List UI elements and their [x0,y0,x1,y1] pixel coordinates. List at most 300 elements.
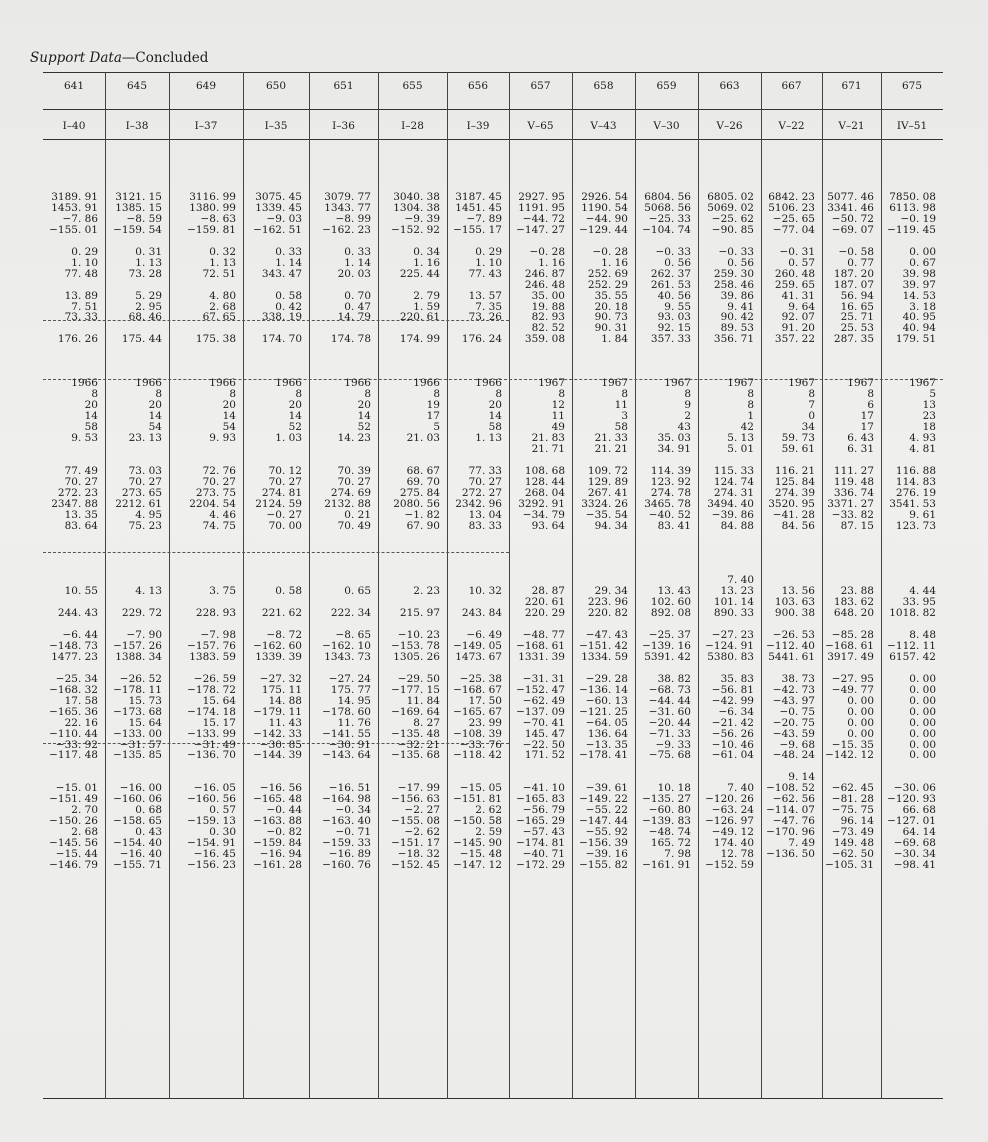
data-cell: 8 [364,388,371,401]
data-cell: 96. 14 [840,815,874,828]
data-cell: −48. 24 [772,749,815,762]
data-cell: −162. 10 [322,639,371,652]
data-cell: 13. 04 [468,508,502,521]
data-cell: 136. 64 [587,727,628,740]
data-cell: 258. 46 [713,278,754,291]
caption-title: Support Data [30,50,122,66]
data-cell: 12. 78 [720,848,754,860]
data-cell: 0. 00 [909,727,936,740]
data-cell: 9. 55 [664,300,691,313]
data-cell: −126. 97 [705,815,754,828]
data-cell: 0. 58 [275,289,302,302]
data-cell: 179. 51 [895,333,936,346]
data-cell: 10. 18 [657,782,691,795]
data-cell: 5. 13 [727,431,754,444]
data-cell: 274. 31 [713,486,754,499]
data-cell: −21. 42 [711,716,754,729]
data-cell: −20. 75 [772,716,815,729]
data-cell: 72. 76 [202,464,236,477]
data-cell: −31. 57 [119,738,162,751]
data-cell: 123. 73 [895,519,936,532]
data-cell: 4. 46 [209,508,236,521]
data-cell: 1. 84 [601,333,628,346]
data-cell: −145. 56 [49,837,98,850]
data-cell: 17 [426,410,440,422]
data-cell: 273. 75 [195,486,236,499]
data-cell: −34. 79 [522,508,565,521]
data-cell: 20 [357,399,371,412]
data-cell: −127. 01 [887,815,936,828]
data-cell: −135. 68 [391,749,440,762]
data-cell: 3121. 15 [115,191,162,203]
data-cell: 244. 43 [57,607,98,620]
data-cell: 73. 03 [128,464,162,477]
data-cell: 0. 34 [413,245,440,258]
data-cell: 1334. 59 [581,650,628,663]
data-cell: 94. 34 [594,519,628,532]
data-cell: 70. 00 [268,519,302,532]
data-cell: 20 [84,399,98,412]
data-cell: 1453. 91 [51,201,98,214]
data-cell: 38. 73 [781,672,815,685]
data-cell: 83. 41 [657,519,691,532]
data-cell: 259. 65 [774,278,815,291]
data-cell: −41. 10 [522,782,565,795]
column-subid: I–36 [332,120,355,132]
data-cell: −73. 49 [831,826,874,839]
data-cell: −2. 62 [404,826,440,839]
data-cell: −0. 33 [655,245,691,258]
data-cell: 9. 41 [727,300,754,313]
data-cell: −165. 29 [516,815,565,828]
data-cell: 59. 61 [781,442,815,455]
data-cell: −145. 90 [453,837,502,850]
data-cell: 14. 53 [902,289,936,302]
data-cell: 275. 84 [399,486,440,499]
column-subid: V–65 [527,120,554,132]
data-cell: 1. 59 [413,300,440,313]
data-cell: 1966 [413,377,440,390]
column-id: 671 [841,80,862,92]
data-cell: 900. 38 [774,607,815,620]
data-cell: −156. 39 [579,837,628,850]
data-cell: −39. 16 [585,848,628,860]
data-cell: −159. 13 [187,815,236,828]
data-cell: 115. 33 [713,464,754,477]
data-cell: 7 [808,399,815,412]
data-cell: 220. 61 [524,596,565,609]
data-cell: −8. 59 [126,212,162,225]
data-column [635,72,698,1099]
data-cell: 70. 39 [337,464,371,477]
data-cell: −71. 33 [648,727,691,740]
data-cell: −30. 06 [893,782,936,795]
data-cell: 246. 48 [524,278,565,291]
data-cell: 1343. 73 [324,650,371,663]
data-cell: −121. 25 [579,705,628,718]
data-cell: −159. 84 [253,837,302,850]
data-cell: −16. 51 [328,782,371,795]
data-cell: 75. 23 [128,519,162,532]
data-cell: 70. 27 [128,475,162,488]
data-cell: −137. 09 [516,705,565,718]
data-cell: −9. 39 [404,212,440,225]
data-cell: −27. 24 [328,672,371,685]
data-cell: −81. 28 [831,793,874,806]
data-cell: 1967 [788,377,815,390]
data-cell: 14. 88 [268,694,302,707]
data-cell: −149. 22 [579,793,628,806]
data-cell: −168. 61 [825,639,874,652]
data-cell: 0. 67 [909,256,936,269]
data-cell: 1 [747,410,754,422]
data-cell: −174. 18 [187,705,236,718]
data-column [169,72,243,1099]
data-cell: 1339. 39 [255,650,302,663]
data-cell: 19. 88 [531,300,565,313]
data-cell: 15. 17 [202,716,236,729]
column-id: 657 [530,80,551,92]
data-cell: −56. 26 [711,727,754,740]
data-cell: −15. 01 [55,782,98,795]
data-cell: −112. 40 [766,639,815,652]
data-cell: −112. 11 [887,639,936,652]
data-cell: 3187. 45 [455,191,502,203]
data-cell: 2 [684,410,691,422]
data-cell: −27. 32 [259,672,302,685]
data-cell: 21. 71 [531,442,565,455]
data-cell: 8. 48 [909,629,936,641]
data-cell: 13. 43 [657,585,691,598]
data-cell: 229. 72 [121,607,162,620]
data-cell: 2926. 54 [581,191,628,203]
column-subid: V–21 [838,120,865,132]
data-cell: 8 [621,388,628,401]
data-cell: 5. 01 [727,442,754,455]
data-cell: 0. 29 [475,245,502,258]
data-cell: −55. 92 [585,826,628,839]
data-cell: −153. 78 [391,639,440,652]
data-cell: 0. 31 [135,245,162,258]
data-cell: 28. 87 [531,585,565,598]
data-cell: 174. 40 [713,837,754,850]
column-subid: I–39 [466,120,490,132]
data-cell: −133. 99 [187,727,236,740]
data-cell: 39. 97 [902,278,936,291]
data-cell: −155. 17 [453,223,502,236]
data-cell: 2080. 56 [393,497,440,510]
data-cell: −16. 00 [119,782,162,795]
column-subid: V–43 [590,120,617,132]
data-cell: −0. 31 [779,245,815,258]
data-cell: 8 [808,388,815,401]
data-cell: 0. 00 [909,749,936,762]
data-cell: −32. 21 [397,738,440,751]
data-cell: 8 [295,388,302,401]
data-column [761,72,822,1099]
data-cell: 1967 [847,377,874,390]
data-cell: −30. 34 [893,848,936,860]
column-id: 675 [901,80,923,92]
data-cell: −39. 61 [585,782,628,795]
data-cell: 8 [747,399,754,412]
data-cell: 2342. 96 [455,497,502,510]
data-cell: −62. 45 [831,782,874,795]
data-cell: 1966 [209,377,236,390]
data-column [309,72,378,1099]
data-cell: 9. 14 [788,771,815,784]
data-cell: 14 [488,410,502,422]
data-cell: 1385. 15 [115,201,162,214]
data-cell: −178. 41 [579,749,628,762]
data-cell: −44. 44 [648,694,691,707]
data-cell: 246. 87 [524,267,565,280]
data-cell: 7. 49 [788,837,815,850]
data-cell: 2. 68 [71,826,98,839]
data-cell: −43. 59 [772,727,815,740]
data-cell: 59. 73 [781,431,815,444]
data-cell: 17. 50 [468,694,502,707]
data-cell: 220. 29 [524,607,565,620]
data-column [378,72,447,1099]
data-cell: −139. 16 [642,639,691,652]
data-column [447,72,509,1099]
data-cell: 3494. 40 [707,497,754,510]
data-cell: 6 [867,399,874,412]
data-column [105,72,169,1099]
data-cell: −157. 76 [187,639,236,652]
data-cell: 2. 79 [413,289,440,302]
data-cell: 25. 53 [840,322,874,335]
data-cell: −146. 79 [49,858,98,871]
data-cell: −174. 81 [516,837,565,850]
data-cell: 252. 69 [587,267,628,280]
column-subid: V–26 [716,120,743,132]
data-column [509,72,572,1099]
data-cell: 20. 03 [337,267,371,280]
data-cell: −7. 90 [126,629,162,641]
data-cell: 109. 72 [587,464,628,477]
data-cell: 119. 48 [833,475,874,488]
data-cell: 11. 43 [268,716,302,729]
data-cell: 272. 23 [57,486,98,499]
data-cell: 73. 26 [468,311,502,324]
data-cell: 5069. 02 [707,201,754,214]
data-cell: 49 [551,420,565,433]
data-cell: 16. 65 [840,300,874,313]
data-cell: −159. 81 [187,223,236,236]
data-cell: 225. 44 [399,267,440,280]
data-cell: −8. 63 [200,212,236,225]
data-cell: 22. 16 [64,716,98,729]
data-cell: −104. 74 [642,223,691,236]
data-cell: −33. 76 [459,738,502,751]
data-cell: 0. 29 [71,245,98,258]
data-cell: 3189. 91 [51,191,98,203]
data-cell: 54 [148,420,162,433]
data-cell: 128. 44 [524,475,565,488]
data-cell: 1. 13 [475,431,502,444]
data-cell: 5441. 61 [768,650,815,663]
data-cell: 2927. 95 [518,191,565,203]
data-cell: 13. 89 [64,289,98,302]
data-cell: −8. 99 [335,212,371,225]
data-cell: 40. 95 [902,311,936,324]
data-cell: 34. 91 [657,442,691,455]
data-cell: 23. 13 [128,431,162,444]
data-cell: −48. 74 [648,826,691,839]
data-cell: 2347. 88 [51,497,98,510]
data-cell: 7. 35 [475,300,502,313]
data-cell: 1331. 39 [518,650,565,663]
data-cell: 1339. 45 [255,201,302,214]
data-cell: −26. 52 [119,672,162,685]
data-cell: 3520. 95 [768,497,815,510]
data-cell: 77. 49 [64,464,98,477]
data-cell: −118. 42 [453,749,502,762]
data-cell: 2. 59 [475,826,502,839]
data-cell: −63. 24 [711,804,754,817]
data-cell: −165. 48 [253,793,302,806]
data-cell: 4. 95 [135,508,162,521]
data-cell: 3292. 91 [518,497,565,510]
data-column [43,72,105,1099]
data-cell: 215. 97 [399,607,440,620]
data-cell: 12 [551,399,565,412]
data-cell: −152. 59 [705,858,754,871]
data-cell: 21. 03 [406,431,440,444]
data-cell: 3. 75 [209,585,236,598]
data-cell: −25. 65 [772,212,815,225]
data-cell: −0. 44 [266,804,302,817]
data-cell: 272. 27 [461,486,502,499]
data-cell: 58 [614,420,628,433]
data-cell: 0. 56 [664,256,691,269]
data-cell: 0. 32 [209,245,236,258]
data-cell: 52 [357,420,371,433]
data-cell: −29. 28 [585,672,628,685]
data-cell: −161. 91 [642,858,691,871]
data-cell: 20 [148,399,162,412]
data-cell: −69. 68 [893,837,936,850]
data-cell: 287. 35 [833,333,874,346]
data-cell: −162. 51 [253,223,302,236]
data-cell: 2. 68 [209,300,236,313]
data-cell: 1383. 59 [189,650,236,663]
data-cell: −16. 56 [259,782,302,795]
data-cell: 1. 14 [344,256,371,269]
data-cell: −70. 41 [522,716,565,729]
data-cell: 175. 77 [330,683,371,696]
column-id: 658 [593,80,614,92]
data-cell: −147. 27 [516,223,565,236]
data-cell: −31. 60 [648,705,691,718]
data-cell: 648. 20 [833,607,874,620]
data-cell: 29. 34 [594,585,628,598]
data-cell: 64. 14 [902,826,936,839]
data-cell: 54 [222,420,236,433]
data-cell: −0. 34 [335,804,371,817]
data-cell: 0. 00 [909,683,936,696]
data-cell: −90. 85 [711,223,754,236]
data-cell: 175. 38 [195,333,236,346]
data-cell: −10. 46 [711,738,754,751]
data-cell: −165. 67 [453,705,502,718]
data-cell: −7. 86 [62,212,98,225]
data-cell: −15. 44 [55,848,98,860]
data-cell: 13. 35 [64,508,98,521]
data-cell: 5391. 42 [644,650,691,663]
data-cell: −144. 39 [253,749,302,762]
data-cell: −108. 39 [453,727,502,740]
data-cell: 4. 44 [909,585,936,598]
data-cell: 262. 37 [650,267,691,280]
data-cell: 89. 53 [720,322,754,335]
data-cell: 72. 51 [202,267,236,280]
data-cell: 18 [922,420,936,433]
data-cell: 17. 58 [64,694,98,707]
data-cell: −33. 82 [831,508,874,521]
data-cell: −149. 05 [453,639,502,652]
data-cell: −162. 60 [253,639,302,652]
data-column [243,72,309,1099]
data-cell: 3 [621,410,628,422]
data-cell: 2124. 59 [255,497,302,510]
data-cell: 1967 [538,377,565,390]
data-cell: −162. 23 [322,223,371,236]
data-cell: 356. 71 [713,333,754,346]
data-cell: 7. 51 [71,300,98,313]
data-cell: −9. 03 [266,212,302,225]
data-cell: −0. 19 [900,212,936,225]
data-cell: −10. 23 [397,629,440,641]
data-cell: 0. 00 [847,694,874,707]
data-cell: −120. 93 [887,793,936,806]
data-cell: 111. 27 [833,464,874,477]
data-cell: −25. 62 [711,212,754,225]
data-cell: 129. 89 [587,475,628,488]
data-cell: 20 [222,399,236,412]
data-cell: 56. 94 [840,289,874,302]
data-cell: −0. 27 [266,508,302,521]
data-cell: 1. 16 [413,256,440,269]
data-cell: 0. 47 [344,300,371,313]
data-cell: −160. 56 [187,793,236,806]
data-cell: −161. 28 [253,858,302,871]
data-cell: −75. 68 [648,749,691,762]
data-cell: −57. 43 [522,826,565,839]
data-cell: 2132. 88 [324,497,371,510]
data-cell: 20 [488,399,502,412]
column-id: 663 [719,80,740,92]
data-cell: −15. 48 [459,848,502,860]
data-cell: 3116. 99 [189,191,236,203]
data-cell: 4. 80 [209,289,236,302]
data-cell: −2. 27 [404,804,440,817]
data-column [822,72,881,1099]
data-cell: 13. 23 [720,585,754,598]
data-cell: 70. 49 [337,519,371,532]
data-cell: 267. 41 [587,486,628,499]
data-cell: −13. 35 [585,738,628,751]
data-cell: −47. 76 [772,815,815,828]
data-cell: 14. 23 [337,431,371,444]
data-cell: 1380. 99 [189,201,236,214]
data-cell: −25. 38 [459,672,502,685]
data-cell: 2. 23 [413,585,440,598]
data-cell: 116. 88 [895,464,936,477]
data-cell: −163. 40 [322,815,371,828]
